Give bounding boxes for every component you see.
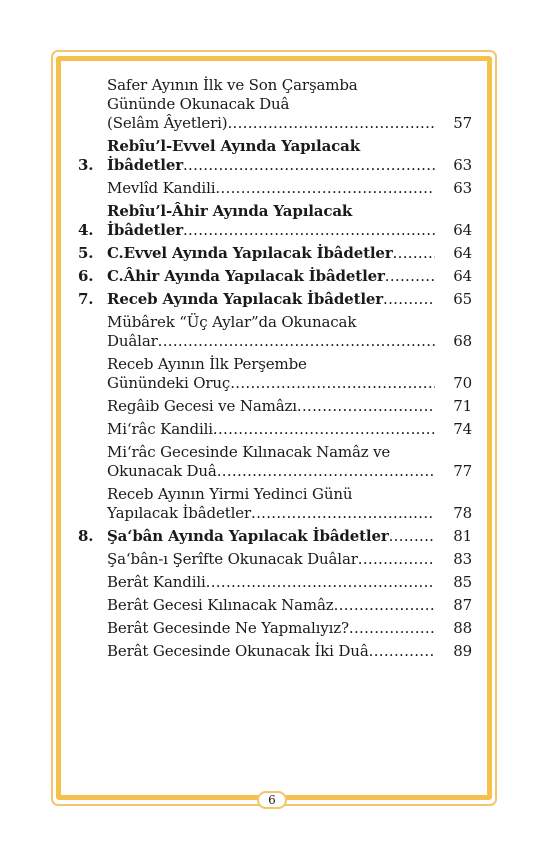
toc-entry (78, 179, 478, 198)
toc-entry-title-line (107, 290, 435, 309)
toc-entry-title-line: Rebîu’l-Evvel Ayında Yapılacak (107, 137, 360, 155)
toc-entry-title-text: Günündeki Oruç (107, 374, 231, 392)
toc-entry-title-line (107, 397, 435, 416)
toc-entry-title-text: Şa‘bân-ı Şerîfte Okunacak Duâlar (107, 550, 358, 568)
toc-entry-title-text: Mevlîd Kandili (107, 179, 216, 197)
toc-entry-page: 81 (453, 527, 472, 545)
toc-entry-title (107, 76, 435, 133)
toc-entry (78, 550, 478, 569)
toc-entry (78, 202, 478, 240)
toc-entry-page: 87 (453, 596, 472, 614)
toc-entry-title-line: Receb Ayının İlk Perşembe (107, 355, 307, 373)
dot-leader (183, 156, 435, 175)
toc-entry-title-text: Okunacak Duâ (107, 462, 217, 480)
toc-entry-page: 68 (453, 332, 472, 350)
toc-entry-title (107, 573, 435, 592)
toc-entry-title-line (107, 527, 435, 546)
toc-entry-title (107, 420, 435, 439)
toc-entry-page: 64 (453, 244, 472, 262)
toc-entry-title (107, 290, 435, 309)
toc-entry-number: 4. (78, 221, 94, 239)
toc-entry-number: 5. (78, 244, 94, 262)
toc-entry-title-text: Berât Gecesinde Okunacak İki Duâ (107, 642, 369, 660)
toc-entry-title-line (107, 374, 435, 393)
toc-entry-title-text: İbâdetler (107, 221, 183, 239)
toc-entry-title (107, 313, 435, 351)
toc-entry-title (107, 202, 435, 240)
toc-entry-title (107, 619, 435, 638)
dot-leader (206, 573, 435, 592)
toc-entry-number: 8. (78, 527, 94, 545)
dot-leader (358, 550, 435, 569)
toc-entry-title-line: Receb Ayının Yirmi Yedinci Günü (107, 485, 353, 503)
toc-entry-number: 7. (78, 290, 94, 308)
toc-entry (78, 244, 478, 263)
toc-entry (78, 573, 478, 592)
toc-entry-title (107, 355, 435, 393)
toc-entry-page: 64 (453, 267, 472, 285)
dot-leader (385, 267, 435, 286)
toc-entry-page: 65 (453, 290, 472, 308)
toc-entry-title-line (107, 550, 435, 569)
toc-entry-title-line (107, 596, 435, 615)
toc-entry-title-line: Gününde Okunacak Duâ (107, 95, 290, 113)
toc-entry-title-text: Berât Gecesi Kılınacak Namâz (107, 596, 334, 614)
toc-entry-title-text: C.Evvel Ayında Yapılacak İbâdetler (107, 244, 393, 262)
page-number: 6 (257, 791, 287, 809)
toc-entry (78, 397, 478, 416)
dot-leader (213, 420, 435, 439)
toc-entry-page: 70 (453, 374, 472, 392)
toc-entry-title (107, 267, 435, 286)
toc-entry-page: 71 (453, 397, 472, 415)
toc-entry-page: 64 (453, 221, 472, 239)
toc-entry-page: 63 (453, 179, 472, 197)
toc-entry-title-line (107, 573, 435, 592)
toc-entry-title-text: Duâlar (107, 332, 158, 350)
toc-entry-title (107, 550, 435, 569)
toc-entry-title-text: Berât Gecesinde Ne Yapmalıyız? (107, 619, 349, 637)
toc-entry-title-text: (Selâm Âyetleri) (107, 114, 228, 132)
dot-leader (369, 642, 435, 661)
toc-entry-title-line (107, 420, 435, 439)
toc-entry-title-line (107, 114, 435, 133)
toc-entry (78, 137, 478, 175)
toc-entry-page: 77 (453, 462, 472, 480)
toc-entry-title (107, 642, 435, 661)
dot-leader (383, 290, 435, 309)
toc-entry (78, 267, 478, 286)
toc-entry-title (107, 527, 435, 546)
toc-entry-title-line (107, 156, 435, 175)
toc-entry-title-line (107, 619, 435, 638)
dot-leader (215, 179, 435, 198)
toc-entry-title-text: Receb Ayında Yapılacak İbâdetler (107, 290, 384, 308)
toc-entry-title (107, 596, 435, 615)
toc-entry-title (107, 485, 435, 523)
toc-entry-title (107, 397, 435, 416)
dot-leader (334, 596, 435, 615)
toc-entry-number: 6. (78, 267, 94, 285)
toc-entry (78, 420, 478, 439)
toc-entry-title-line (107, 179, 435, 198)
toc-entry (78, 355, 478, 393)
toc-entry-title (107, 443, 435, 481)
toc-entry-title-line (107, 642, 435, 661)
toc-entry (78, 619, 478, 638)
toc-entry-title-text: Berât Kandili (107, 573, 206, 591)
toc-entry-page: 85 (453, 573, 472, 591)
dot-leader (251, 504, 435, 523)
table-of-contents (78, 76, 478, 661)
toc-entry (78, 527, 478, 546)
toc-entry (78, 313, 478, 351)
toc-entry-title-text: Yapılacak İbâdetler (107, 504, 251, 522)
toc-entry-page: 88 (453, 619, 472, 637)
toc-entry-title (107, 137, 435, 175)
dot-leader (227, 114, 435, 133)
toc-entry-title (107, 244, 435, 263)
dot-leader (230, 374, 435, 393)
dot-leader (349, 619, 435, 638)
toc-entry (78, 290, 478, 309)
dot-leader (297, 397, 435, 416)
toc-entry-title-text: Regâib Gecesi ve Namâzı (107, 397, 297, 415)
toc-entry-title-text: İbâdetler (107, 156, 183, 174)
toc-entry-number: 3. (78, 156, 94, 174)
toc-entry-page: 57 (453, 114, 472, 132)
dot-leader (389, 527, 435, 546)
toc-entry-page: 89 (453, 642, 472, 660)
toc-entry-page: 78 (453, 504, 472, 522)
toc-entry-title-line: Safer Ayının İlk ve Son Çarşamba (107, 76, 358, 94)
toc-entry-title-line (107, 221, 435, 240)
dot-leader (393, 244, 435, 263)
dot-leader (217, 462, 435, 481)
toc-entry (78, 642, 478, 661)
toc-entry-title-line: Mi‘râc Gecesinde Kılınacak Namâz ve (107, 443, 391, 461)
toc-entry (78, 443, 478, 481)
toc-entry-page: 74 (453, 420, 472, 438)
dot-leader (158, 332, 435, 351)
toc-entry (78, 485, 478, 523)
toc-entry-title-text: Şa‘bân Ayında Yapılacak İbâdetler (107, 527, 389, 545)
toc-entry-title (107, 179, 435, 198)
toc-entry-page: 83 (453, 550, 472, 568)
toc-entry-title-text: Mi‘râc Kandili (107, 420, 213, 438)
toc-entry (78, 596, 478, 615)
toc-entry-title-line (107, 267, 435, 286)
toc-entry-title-line (107, 504, 435, 523)
toc-entry-title-line (107, 332, 435, 351)
toc-entry-page: 63 (453, 156, 472, 174)
toc-entry-title-text: C.Âhir Ayında Yapılacak İbâdetler (107, 267, 385, 285)
dot-leader (183, 221, 435, 240)
toc-entry-title-line (107, 462, 435, 481)
toc-entry-title-line: Rebîu’l-Âhir Ayında Yapılacak (107, 202, 353, 220)
toc-entry (78, 76, 478, 133)
toc-entry-title-line (107, 244, 435, 263)
toc-entry-title-line: Mübârek “Üç Aylar”da Okunacak (107, 313, 357, 331)
